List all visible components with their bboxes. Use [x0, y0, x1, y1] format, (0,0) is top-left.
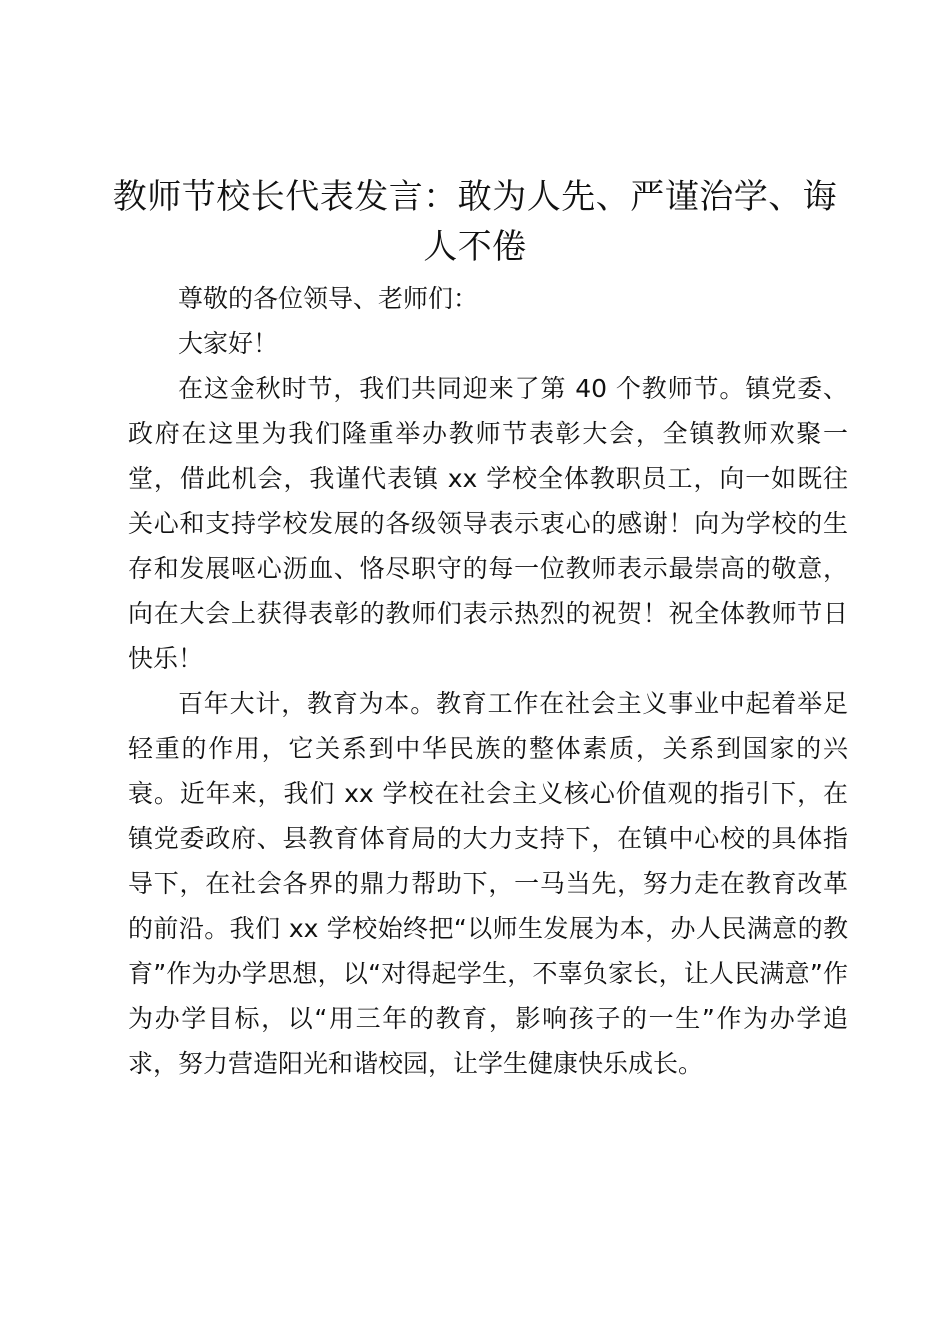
document-title: 教师节校长代表发言：敢为人先、严谨治学、诲人不倦: [112, 177, 838, 267]
greeting: 大家好！: [178, 329, 279, 358]
paragraph-1: 在这金秋时节，我们共同迎来了第 40 个教师节。镇党委、政府在这里为我们隆重举办教师节表彰大会，全镇教师欢聚一堂，借此机会，我谨代表镇 xx 学校全体教职员工，向一如既往关心和支持学校发展的各级领导表示衷心的感谢！向为学校的生存和发展呕心沥血、恪尽职守的每一位教师表示最崇高的敬意，向在大会上获得表彰的教师们表示热烈的祝贺！祝全体教师节日快乐！: [128, 374, 848, 673]
paragraph-2: 百年大计，教育为本。教育工作在社会主义事业中起着举足轻重的作用，它关系到中华民族的整体素质，关系到国家的兴衰。近年来，我们 xx 学校在社会主义核心价值观的指引下，在镇党委政府、县教育体育局的大力支持下，在镇中心校的具体指导下，在社会各界的鼎力帮助下，一马当先，努力走在教育改革的前沿。我们 xx 学校始终把“以师生发展为本，办人民满意的教育”作为办学思想，以“对得起学生，不辜负家长，让人民满意”作为办学目标，以“用三年的教育，影响孩子的一生”作为办学追求，努力营造阳光和谐校园，让学生健康快乐成长。: [128, 689, 848, 1078]
salutation: 尊敬的各位领导、老师们：: [178, 284, 479, 313]
document-body: [128, 276, 848, 1086]
